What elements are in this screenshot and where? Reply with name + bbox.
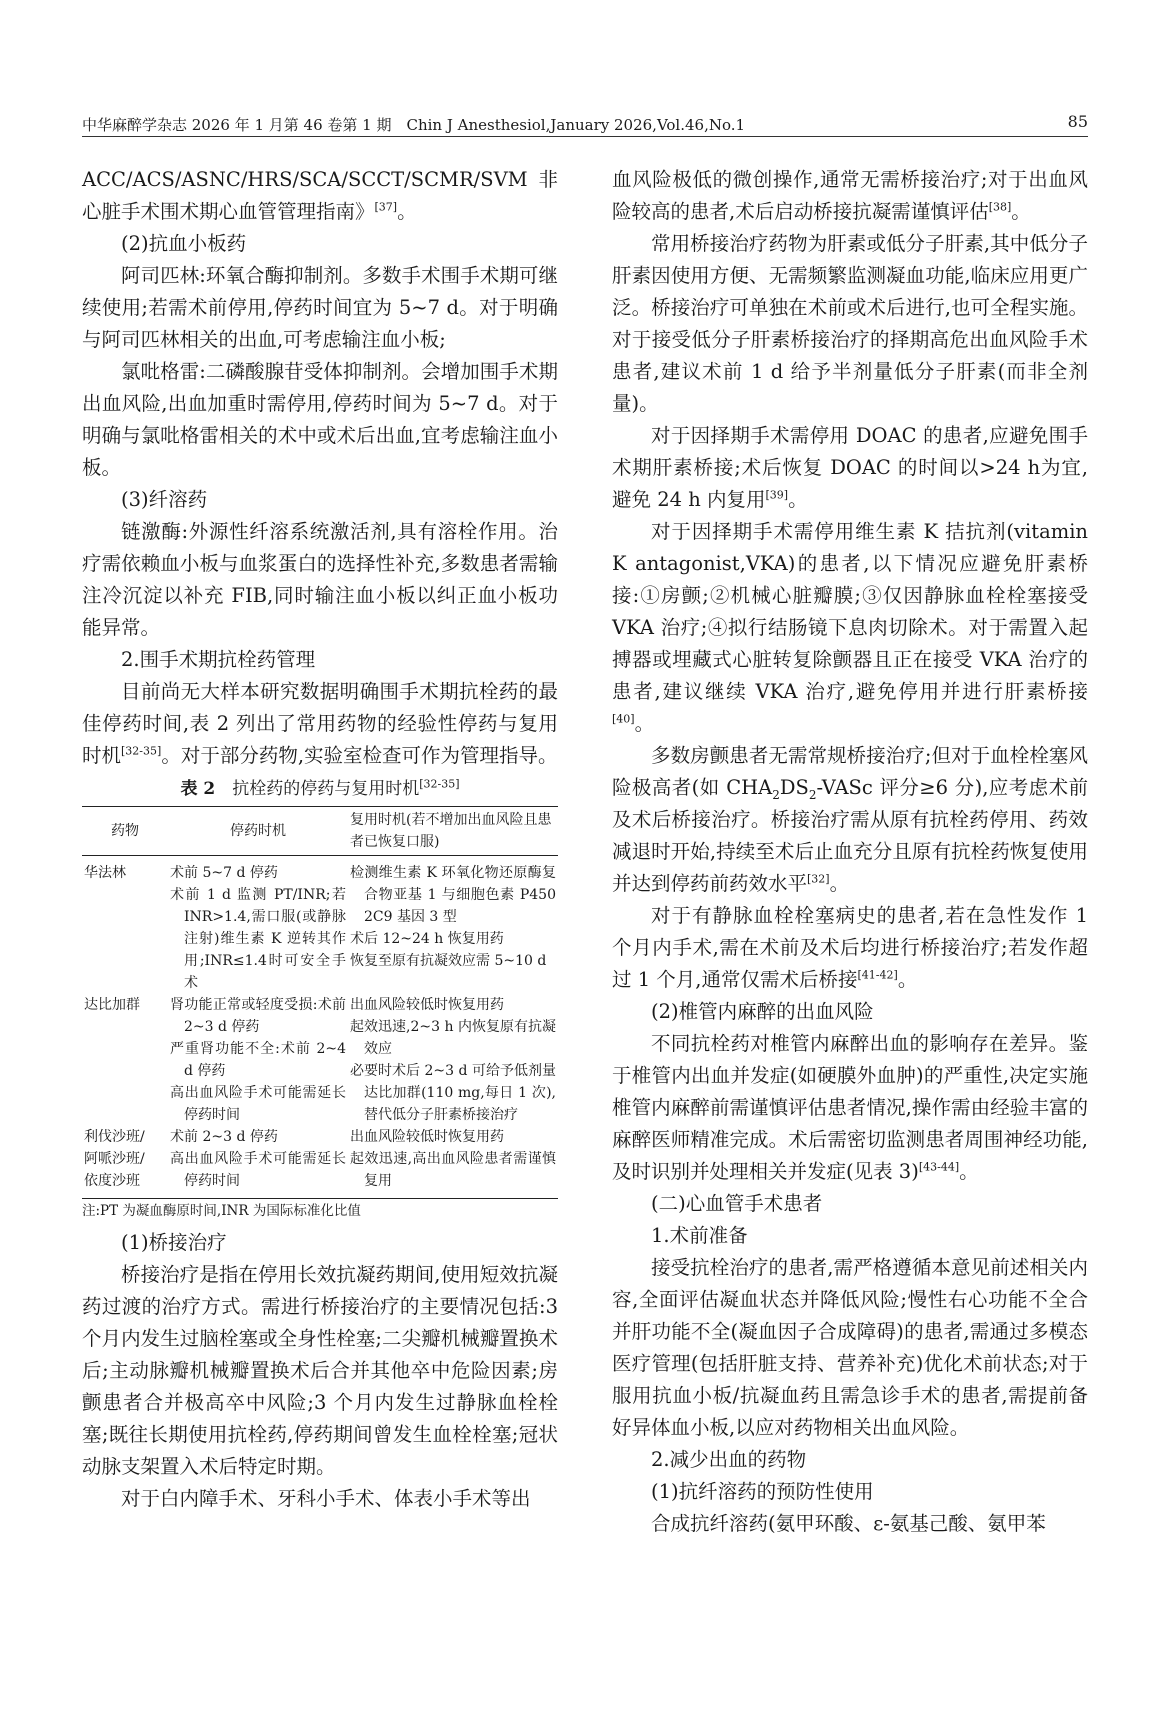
paragraph: 桥接治疗是指在停用长效抗凝药期间,使用短效抗凝药过渡的治疗方式。需进行桥接治疗的主要情况包括:3 个月内发生过脑栓塞或全身性栓塞;二尖瓣机械瓣置换术后;主动脉瓣机械瓣置换术后合并其他卒中危险因素;房颤患者合并极高卒中风险;3 个月内发生过静脉血栓栓塞;既往长期使用抗栓药,停药期间曾发生血栓栓塞;冠状动脉支架置入术后特定时期。	[82, 1263, 558, 1478]
table-row: 利伐沙班/ 阿哌沙班/ 依度沙班 术前 2~3 d 停药 高出血风险手术可能需延长停药时间 出血风险较低时恢复用药 起效迅速,高出血风险患者需谨慎复用	[82, 1126, 558, 1199]
paragraph: 对于有静脉血栓栓塞病史的患者,若在急性发作 1 个月内手术,需在术前及术后均进行桥接治疗;若发作超过 1 个月,通常仅需术后桥接[41-42]。	[612, 904, 1088, 991]
section-heading: (二)心血管手术患者	[651, 1192, 823, 1215]
paragraph: 对于因择期手术需停用 DOAC 的患者,应避免围手术期肝素桥接;术后恢复 DOAC 的时间以>24 h为宜,避免 24 h 内复用[39]。	[612, 424, 1088, 511]
paragraph: 不同抗栓药对椎管内麻醉出血的影响存在差异。鉴于椎管内出血并发症(如硬膜外血肿)的严重性,决定实施椎管内麻醉前需谨慎评估患者情况,操作需由经验丰富的麻醉医师精准完成。术后需密切监测患者周围神经功能,及时识别并处理相关并发症(见表 3)[43-44]。	[612, 1032, 1088, 1183]
section-heading: (1)抗纤溶药的预防性使用	[651, 1480, 874, 1503]
left-column	[82, 164, 558, 1515]
section-heading: (1)桥接治疗	[121, 1231, 227, 1254]
section-heading: 2.减少出血的药物	[651, 1448, 807, 1471]
paragraph: 多数房颤患者无需常规桥接治疗;但对于血栓栓塞风险极高者(如 $CHA_2DS_2$-VASc 评分≥6 分),应考虑术前及术后桥接治疗。桥接治疗需从原有抗栓药停用、药效减退时开始,持续至术后止血充分且原有抗栓药恢复使用并达到停药前药效水平[32]。	[612, 744, 1088, 895]
table-row: 华法林 术前 5~7 d 停药 术前 1 d 监测 PT/INR;若 INR>1.4,需口服(或静脉注射)维生素 K 逆转其作用;INR≤1.4时可安全手术 检测维生素 K 环氧化物还原酶复合物亚基 1 与细胞色素 P450 2C9 基因 3 型 术后 12~24 h 恢复用药 恢复至原有抗凝效应需 5~10 d	[84, 865, 556, 991]
paragraph: 接受抗栓治疗的患者,需严格遵循本意见前述相关内容,全面评估凝血状态并降低风险;慢性右心功能不全合并肝功能不全(凝血因子合成障碍)的患者,需通过多模态医疗管理(包括肝脏支持、营养补充)优化术前状态;对于服用抗血小板/抗凝血药且需急诊手术的患者,需提前备好异体血小板,以应对药物相关出血风险。	[612, 1256, 1088, 1439]
table-row: 达比加群 肾功能正常或轻度受损:术前 2~3 d 停药 严重肾功能不全:术前 2~4 d 停药 高出血风险手术可能需延长停药时间 出血风险较低时恢复用药 起效迅速,2~3 h 内恢复原有抗凝效应 必要时术后 2~3 d 可给予低剂量达比加群(110 mg,每日 1 次),替代低分子肝素桥接治疗	[84, 997, 556, 1123]
table-caption: 表 2 抗栓药的停药与复用时机[32-35]	[180, 777, 460, 799]
section-heading: 1.术前准备	[651, 1224, 748, 1247]
section-heading: (2)抗血小板药	[121, 232, 247, 255]
table-note: 注:PT 为凝血酶原时间,INR 为国际标准化比值	[82, 1203, 361, 1219]
section-heading: 2.围手术期抗栓药管理	[121, 648, 316, 671]
journal-citation: 中华麻醉学杂志 2026 年 1 月第 46 卷第 1 期 Chin J Anesthesiol,January 2026,Vol.46,No.1	[82, 116, 746, 134]
running-header	[82, 110, 1088, 137]
table-header: 复用时机(若不增加出血风险且患者已恢复口服)	[348, 807, 558, 856]
paragraph: 链激酶:外源性纤溶系统激活剂,具有溶栓作用。治疗需依赖血小板与血浆蛋白的选择性补充,多数患者需输注冷沉淀以补充 FIB,同时输注血小板以纠正血小板功能异常。	[82, 520, 558, 639]
table-2	[82, 806, 558, 1199]
table-header: 药物	[82, 807, 168, 856]
paragraph: ACC/ACS/ASNC/HRS/SCA/SCCT/SCMR/SVM 非心脏手术围术期心血管管理指南》[37]。	[82, 168, 558, 223]
paragraph: 血风险极低的微创操作,通常无需桥接治疗;对于出血风险较高的患者,术后启动桥接抗凝需谨慎评估[38]。	[612, 168, 1088, 223]
paragraph: 对于白内障手术、牙科小手术、体表小手术等出	[121, 1487, 531, 1510]
paragraph: 氯吡格雷:二磷酸腺苷受体抑制剂。会增加围手术期出血风险,出血加重时需停用,停药时间为 5~7 d。对于明确与氯吡格雷相关的术中或术后出血,宜考虑输注血小板。	[82, 360, 558, 479]
paragraph: 目前尚无大样本研究数据明确围手术期抗栓药的最佳停药时间,表 2 列出了常用药物的经验性停药与复用时机[32-35]。对于部分药物,实验室检查可作为管理指导。	[82, 680, 558, 767]
page-number: 85	[1067, 112, 1088, 131]
right-column	[612, 164, 1088, 1540]
paragraph: 常用桥接治疗药物为肝素或低分子肝素,其中低分子肝素因使用方便、无需频繁监测凝血功能,临床应用更广泛。桥接治疗可单独在术前或术后进行,也可全程实施。对于接受低分子肝素桥接治疗的择期高危出血风险手术患者,建议术前 1 d 给予半剂量低分子肝素(而非全剂量)。	[612, 232, 1088, 415]
section-heading: (2)椎管内麻醉的出血风险	[651, 1000, 874, 1023]
table-header: 停药时机	[168, 807, 348, 856]
paragraph: 合成抗纤溶药(氨甲环酸、ε-氨基己酸、氨甲苯	[651, 1512, 1046, 1535]
paragraph: 阿司匹林:环氧合酶抑制剂。多数手术围手术期可继续使用;若需术前停用,停药时间宜为 5~7 d。对于明确与阿司匹林相关的出血,可考虑输注血小板;	[82, 264, 558, 351]
paragraph: 对于因择期手术需停用维生素 K 拮抗剂(vitamin K antagonist,VKA)的患者,以下情况应避免肝素桥接:①房颤;②机械心脏瓣膜;③仅因静脉血栓栓塞接受 VKA 治疗;④拟行结肠镜下息肉切除术。对于需置入起搏器或埋藏式心脏转复除颤器且正在接受 VKA 治疗的患者,建议继续 VKA 治疗,避免停用并进行肝素桥接[40]。	[612, 520, 1088, 735]
section-heading: (3)纤溶药	[121, 488, 208, 511]
